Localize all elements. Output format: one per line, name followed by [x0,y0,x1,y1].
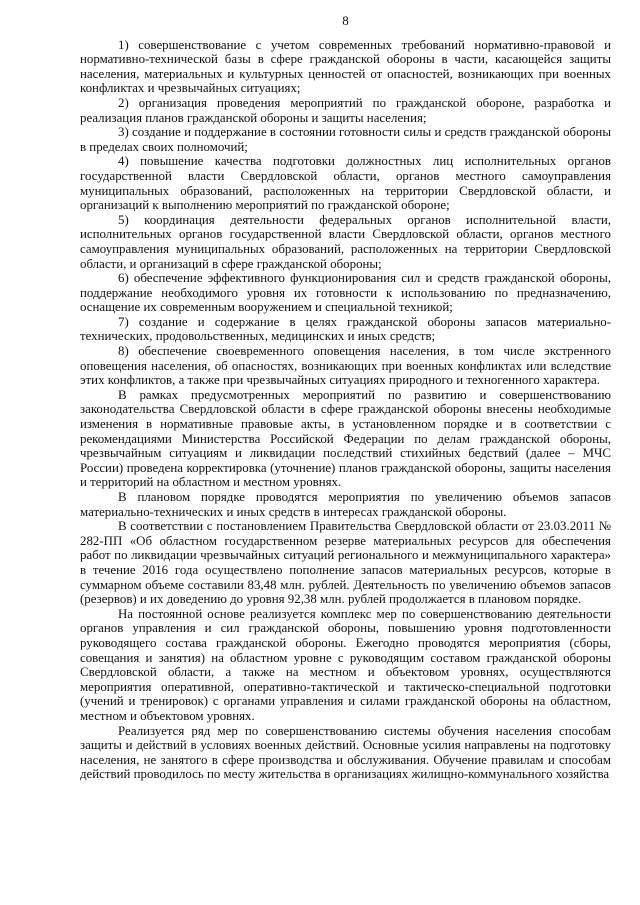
page-number: 8 [342,13,349,28]
paragraph-reserves-plan: В плановом порядке проводятся мероприятия по увеличению объемов запасов материально-технических и иных средств в интересах гражданской обороны. [80,490,611,519]
paragraph-training: На постоянной основе реализуется комплекс мер по совершенствованию деятельности органов управления и сил гражданской обороны, повышению уровня подготовленности руководящего состава гражданской обороны. Ежегодно проводятся мероприятия (сборы, совещания и занятия) на областном уровне с руководящим составом гражданской обороны Свердловской области, а также на местном и объектовом уровнях, осуществляются мероприятия оперативной, оперативно-тактической и тактическо-специальной подготовки (учений и тренировок) с органами управления и силами гражданской обороны на областном, местном и объектовом уровнях. [80,606,611,723]
paragraph-item-3: 3) создание и поддержание в состоянии готовности силы и средств гражданской обороны в пределах своих полномочий; [80,125,611,154]
paragraph-legislation: В рамках предусмотренных мероприятий по развитию и совершенствованию законодательства Свердловской области в сфере гражданской обороны внесены необходимые изменения в нормативные правовые акты, в установленном порядке и в соответствии с рекомендациями Министерства Российской Федерации по делам гражданской обороны, чрезвычайным ситуациям и ликвидации последствий стихийных бедствий (далее – МЧС России) проведена корректировка (уточнение) планов гражданской обороны, защиты населения и территорий на областном и местном уровнях. [80,387,611,490]
paragraph-item-2: 2) организация проведения мероприятий по гражданской обороне, разработка и реализация планов гражданской обороны и защиты населения; [80,95,611,125]
paragraph-item-5: 5) координация деятельности федеральных органов исполнительной власти, исполнительных органов государственной власти Свердловской области, органов местного самоуправления муниципальных образований, расположенных на территории Свердловской области, и организаций в сфере гражданской обороны; [80,212,611,271]
paragraph-resolution: В соответствии с постановлением Правительства Свердловской области от 23.03.2011 № 282-ПП «Об областном государственном резерве материальных ресурсов для обеспечения работ по ликвидации чрезвычайных ситуаций регионального и межмуниципального характера» в течение 2016 года осуществлено пополнение запасов материальных ресурсов, которые в суммарном объеме составили 83,48 млн. рублей. Деятельность по увеличению объемов запасов (резервов) и их доведению до уровня 92,38 млн. рублей продолжается в плановом порядке. [80,519,611,607]
paragraph-population-education: Реализуется ряд мер по совершенствованию системы обучения населения способам защиты и действий в условиях военных действий. Основные усилия направлены на подготовку населения, не занятого в сфере производства и обслуживания. Обучение правилам и способам действий проводилось по месту жительства в организациях жилищно-коммунального хозяйства [80,723,611,782]
paragraph-item-7: 7) создание и содержание в целях гражданской обороны запасов материально-технических, продовольственных, медицинских и иных средств; [80,314,611,344]
paragraph-item-4: 4) повышение качества подготовки должностных лиц исполнительных органов государственной власти Свердловской области, органов местного самоуправления муниципальных образований, расположенных на территории Свердловской области, и организаций к выполнению мероприятий по гражданской обороне; [80,154,611,213]
paragraph-item-8: 8) обеспечение своевременного оповещения населения, в том числе экстренного оповещения населения, об опасностях, возникающих при военных конфликтах или вследствие этих конфликтов, а также при чрезвычайных ситуациях природного и техногенного характера. [80,344,611,388]
paragraph-item-6: 6) обеспечение эффективного функционирования сил и средств гражданской обороны, поддержание необходимого уровня их готовности к использованию по предназначению, оснащение их современным вооружением и специальной техникой; [80,271,611,315]
document-page [80,14,611,782]
paragraph-item-1: 1) совершенствование с учетом современных требований нормативно-правовой и нормативно-технической базы в сфере гражданской обороны в части, касающейся защиты населения, материальных и культурных ценностей от опасностей, возникающих при военных конфликтах и чрезвычайных ситуациях; [80,37,611,96]
